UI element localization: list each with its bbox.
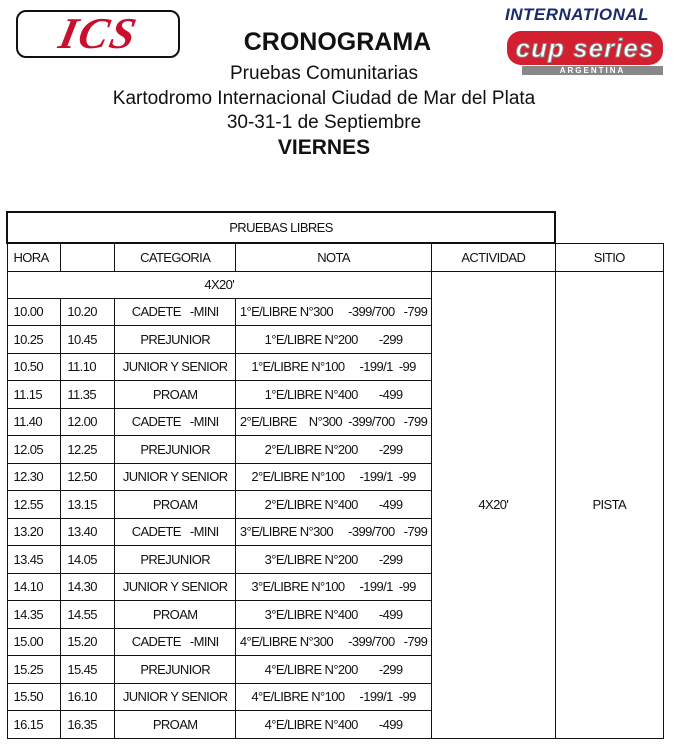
categoria-cell: PREJUNIOR	[115, 546, 236, 574]
actividad-cell: 4X20'	[432, 271, 556, 738]
nota-cell: 3°E/LIBRE N°400 -499	[236, 601, 432, 629]
end-time-cell: 14.30	[61, 573, 115, 601]
start-time-cell: 12.55	[7, 491, 61, 519]
cup-series-logo-text: cup series	[515, 32, 655, 63]
end-time-cell: 16.10	[61, 683, 115, 711]
end-time-cell: 12.50	[61, 463, 115, 491]
start-time-cell: 13.45	[7, 546, 61, 574]
categoria-cell: CADETE -MINI	[115, 298, 236, 326]
international-logo-text: INTERNATIONAL	[505, 5, 650, 24]
nota-cell: 2°E/LIBRE N°100 -199/1 -99	[236, 463, 432, 491]
end-time-cell: 12.25	[61, 436, 115, 464]
start-time-cell: 15.00	[7, 628, 61, 656]
venue: Kartodromo Internacional Ciudad de Mar del Plata	[112, 88, 536, 109]
end-time-cell: 11.35	[61, 381, 115, 409]
nota-cell: 3°E/LIBRE N°300 -399/700 -799	[236, 518, 432, 546]
schedule-table	[6, 211, 664, 739]
nota-cell: 1°E/LIBRE N°400 -499	[236, 381, 432, 409]
nota-cell: 1°E/LIBRE N°300 -399/700 -799	[236, 298, 432, 326]
col-header-hora: HORA	[7, 243, 61, 271]
col-header-actividad: ACTIVIDAD	[432, 243, 556, 271]
end-time-cell: 10.20	[61, 298, 115, 326]
start-time-cell: 10.25	[7, 326, 61, 354]
start-time-cell: 12.30	[7, 463, 61, 491]
nota-cell: 4°E/LIBRE N°300 -399/700 -799	[236, 628, 432, 656]
end-time-cell: 10.45	[61, 326, 115, 354]
categoria-cell: PROAM	[115, 711, 236, 739]
nota-cell: 4°E/LIBRE N°200 -299	[236, 656, 432, 684]
categoria-cell: PREJUNIOR	[115, 326, 236, 354]
page-title: CRONOGRAMA	[243, 28, 432, 56]
start-time-cell: 11.40	[7, 408, 61, 436]
nota-cell: 2°E/LIBRE N°300 -399/700 -799	[236, 408, 432, 436]
col-header-end	[61, 243, 115, 271]
nota-cell: 4°E/LIBRE N°400 -499	[236, 711, 432, 739]
start-time-cell: 13.20	[7, 518, 61, 546]
day-heading: VIERNES	[277, 136, 371, 159]
end-time-cell: 12.00	[61, 408, 115, 436]
start-time-cell: 14.10	[7, 573, 61, 601]
end-time-cell: 15.45	[61, 656, 115, 684]
nota-cell: 1°E/LIBRE N°200 -299	[236, 326, 432, 354]
col-header-sitio: SITIO	[555, 243, 663, 271]
start-time-cell: 11.15	[7, 381, 61, 409]
nota-cell: 3°E/LIBRE N°200 -299	[236, 546, 432, 574]
nota-cell: 2°E/LIBRE N°400 -499	[236, 491, 432, 519]
end-time-cell: 13.40	[61, 518, 115, 546]
start-time-cell: 15.25	[7, 656, 61, 684]
end-time-cell: 11.10	[61, 353, 115, 381]
categoria-cell: PROAM	[115, 601, 236, 629]
ics-logo-text: ICS	[54, 9, 142, 58]
categoria-cell: CADETE -MINI	[115, 408, 236, 436]
event-dates: 30-31-1 de Septiembre	[226, 112, 422, 133]
categoria-cell: JUNIOR Y SENIOR	[115, 463, 236, 491]
end-time-cell: 16.35	[61, 711, 115, 739]
end-time-cell: 15.20	[61, 628, 115, 656]
start-time-cell: 12.05	[7, 436, 61, 464]
table-header-row	[7, 243, 664, 271]
col-header-nota: NOTA	[236, 243, 432, 271]
categoria-cell: PREJUNIOR	[115, 656, 236, 684]
section-title: PRUEBAS LIBRES	[7, 212, 555, 243]
categoria-cell: CADETE -MINI	[115, 518, 236, 546]
categoria-cell: JUNIOR Y SENIOR	[115, 683, 236, 711]
categoria-cell: JUNIOR Y SENIOR	[115, 353, 236, 381]
start-time-cell: 15.50	[7, 683, 61, 711]
categoria-cell: JUNIOR Y SENIOR	[115, 573, 236, 601]
argentina-logo-text: ARGENTINA	[522, 66, 663, 75]
nota-cell: 3°E/LIBRE N°100 -199/1 -99	[236, 573, 432, 601]
end-time-cell: 14.05	[61, 546, 115, 574]
col-header-categoria: CATEGORIA	[115, 243, 236, 271]
categoria-cell: CADETE -MINI	[115, 628, 236, 656]
group-row	[7, 271, 664, 298]
start-time-cell: 10.00	[7, 298, 61, 326]
sitio-cell: PISTA	[555, 271, 663, 738]
start-time-cell: 16.15	[7, 711, 61, 739]
nota-cell: 4°E/LIBRE N°100 -199/1 -99	[236, 683, 432, 711]
end-time-cell: 13.15	[61, 491, 115, 519]
nota-cell: 2°E/LIBRE N°200 -299	[236, 436, 432, 464]
categoria-cell: PREJUNIOR	[115, 436, 236, 464]
nota-cell: 1°E/LIBRE N°100 -199/1 -99	[236, 353, 432, 381]
start-time-cell: 14.35	[7, 601, 61, 629]
categoria-cell: PROAM	[115, 491, 236, 519]
page-subtitle: Pruebas Comunitarias	[230, 63, 418, 84]
categoria-cell: PROAM	[115, 381, 236, 409]
start-time-cell: 10.50	[7, 353, 61, 381]
end-time-cell: 14.55	[61, 601, 115, 629]
group-label: 4X20'	[7, 271, 432, 298]
